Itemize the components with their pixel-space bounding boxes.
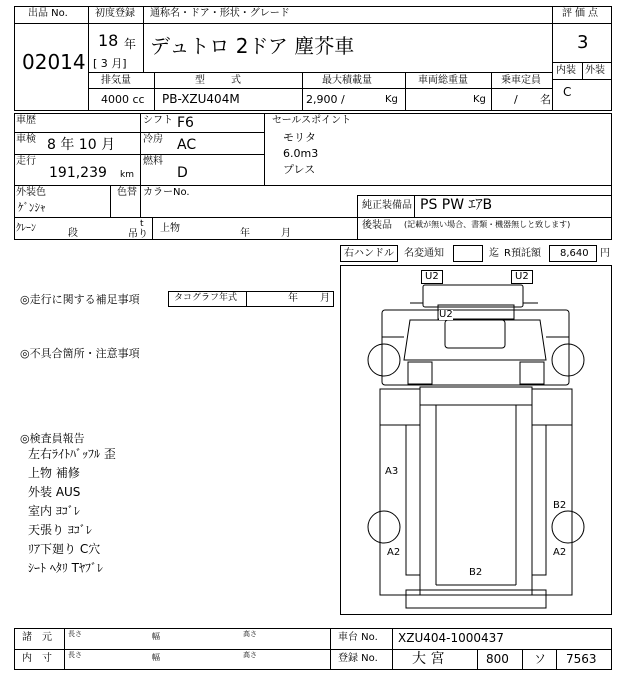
footer-inner-label: 内 寸 [22, 653, 52, 664]
interior-label: 内装 [556, 65, 576, 76]
damage-diagram [340, 265, 612, 615]
ac-label: 冷房 [143, 134, 163, 145]
upper-label: 上物 [160, 223, 180, 234]
model-type-label: 型 式 [195, 75, 243, 86]
reg-no-label: 登録 No. [338, 653, 378, 664]
chassis-label: 車台 No. [338, 632, 378, 643]
inspector-line: 室内 ﾖｺﾞﾚ [28, 504, 80, 518]
width-label: 幅 [152, 632, 160, 641]
model-type-value: PB-XZU404M [162, 92, 240, 106]
r-reserve-label: R預託額 [504, 248, 541, 259]
history-label: 車歴 [16, 115, 36, 126]
upper-year: 年 [240, 228, 250, 239]
capacity-unit: 名 [540, 93, 551, 106]
r-reserve-value: 8,640 [560, 248, 589, 259]
first-reg-label: 初度登録 [95, 8, 135, 19]
exterior-color-label: 外装色 [16, 187, 46, 198]
reg-number: 7563 [566, 652, 597, 666]
inspection-value: 8 年 10 月 [47, 137, 116, 153]
model-name: デュトロ 2ドア 塵芥車 [150, 34, 355, 58]
name-change-box [453, 245, 483, 262]
truck-diagram-drawing [340, 265, 612, 615]
shift-label: シフト [143, 115, 173, 126]
gross-weight-label: 車両総重量 [418, 75, 468, 86]
footer-spec-label: 諸 元 [22, 632, 52, 643]
inspector-report-label: ◎検査員報告 [20, 432, 85, 445]
odometer-prefix: 迄 [489, 248, 499, 259]
lot-no-label: 出品 No. [28, 8, 68, 19]
exterior-color-value: ｹﾞﾝｼｬ [18, 201, 46, 214]
mileage-value: 191,239 [49, 165, 107, 181]
sales-point-line: モリタ [283, 131, 316, 144]
inspection-label: 車検 [16, 134, 36, 145]
damage-mark-b2: B2 [469, 567, 483, 578]
color-no-label: カラーNo. [143, 187, 190, 198]
sales-point-line: 6.0m3 [283, 147, 319, 160]
inspector-line: 天張り ﾖｺﾞﾚ [28, 523, 92, 537]
length-label: 長さ [68, 651, 82, 659]
interior-value: C [563, 85, 572, 99]
reg-year: 18 [98, 31, 119, 50]
inspector-line: 外装 AUS [28, 485, 81, 499]
equipment-value: PS PW ｴｱB [420, 197, 493, 213]
score-value: 3 [577, 32, 589, 53]
inspector-line: ｼｰﾄ ﾍﾀﾘ Tﾔﾌﾞﾚ [28, 561, 103, 575]
displacement-value: 4000 cc [101, 93, 145, 106]
crane-ton: t [140, 219, 144, 229]
displacement-label: 排気量 [101, 75, 131, 86]
chassis-value: XZU404-1000437 [398, 631, 504, 645]
height-label: 高さ [243, 630, 257, 638]
aftermarket-note: (記載が無い場合、書類・機器無しと致します) [404, 220, 571, 229]
tacho-month: 月 [320, 293, 330, 304]
damage-mark-b2: B2 [553, 500, 567, 511]
tacho-label: タコグラフ年式 [174, 293, 238, 303]
defect-notes-label: ◎不具合箇所・注意事項 [20, 347, 140, 360]
tacho-year: 年 [288, 293, 298, 304]
damage-mark-a2: A2 [553, 547, 567, 558]
gross-weight-unit: Kg [473, 94, 486, 105]
capacity-slash: / [514, 93, 518, 106]
max-load-unit: Kg [385, 94, 398, 105]
color-change-label: 色替 [117, 187, 137, 198]
reg-area: 大 宮 [412, 651, 445, 667]
length-label: 長さ [68, 630, 82, 638]
yen-label: 円 [600, 248, 610, 259]
mileage-unit: km [120, 170, 134, 180]
equipment-label: 純正装備品 [362, 200, 412, 211]
sales-point-label: セールスポイント [272, 115, 352, 126]
name-change-label: 名変通知 [404, 248, 444, 259]
damage-mark-u2: U2 [421, 270, 443, 284]
shift-value: F6 [177, 115, 194, 131]
damage-mark-a3: A3 [385, 466, 399, 477]
exterior-label: 外装 [585, 65, 605, 76]
crane-stage: 段 [68, 228, 78, 239]
width-label: 幅 [152, 653, 160, 662]
reg-class: 800 [486, 652, 509, 666]
inspector-line: 左右ﾗｲﾄﾊﾞｯﾌﾙ 歪 [28, 447, 116, 461]
damage-mark-u2: U2 [511, 270, 533, 284]
model-name-label: 通称名・ドア・形状・グレード [150, 8, 290, 19]
inspector-line: ﾘｱ下廻り C穴 [28, 542, 101, 556]
aftermarket-label: 後装品 [362, 220, 392, 231]
max-load-label: 最大積載量 [322, 75, 372, 86]
crane-hang: 吊り [128, 229, 148, 240]
lot-number: 02014 [22, 50, 86, 74]
capacity-label: 乗車定員 [501, 75, 541, 86]
damage-mark-a2: A2 [387, 547, 401, 558]
fuel-label: 燃料 [143, 156, 163, 167]
mileage-label: 走行 [16, 156, 36, 167]
sales-point-line: プレス [283, 163, 316, 176]
height-label: 高さ [243, 651, 257, 659]
upper-month: 月 [281, 228, 291, 239]
steering-value: 右ハンドル [344, 248, 394, 259]
driving-notes-label: ◎走行に関する補足事項 [20, 293, 140, 306]
grade-label: 評価点 [562, 8, 601, 19]
damage-mark-u2: U2 [439, 309, 453, 320]
fuel-value: D [177, 165, 188, 181]
reg-year-unit: 年 [124, 37, 137, 51]
inspector-line: 上物 補修 [28, 466, 80, 480]
max-load-value: 2,900 / [306, 93, 345, 106]
reg-month: [ 3 月] [93, 57, 127, 70]
crane-label: ｸﾚｰﾝ [16, 223, 36, 234]
ac-value: AC [177, 137, 197, 153]
reg-kana: ソ [534, 652, 547, 666]
